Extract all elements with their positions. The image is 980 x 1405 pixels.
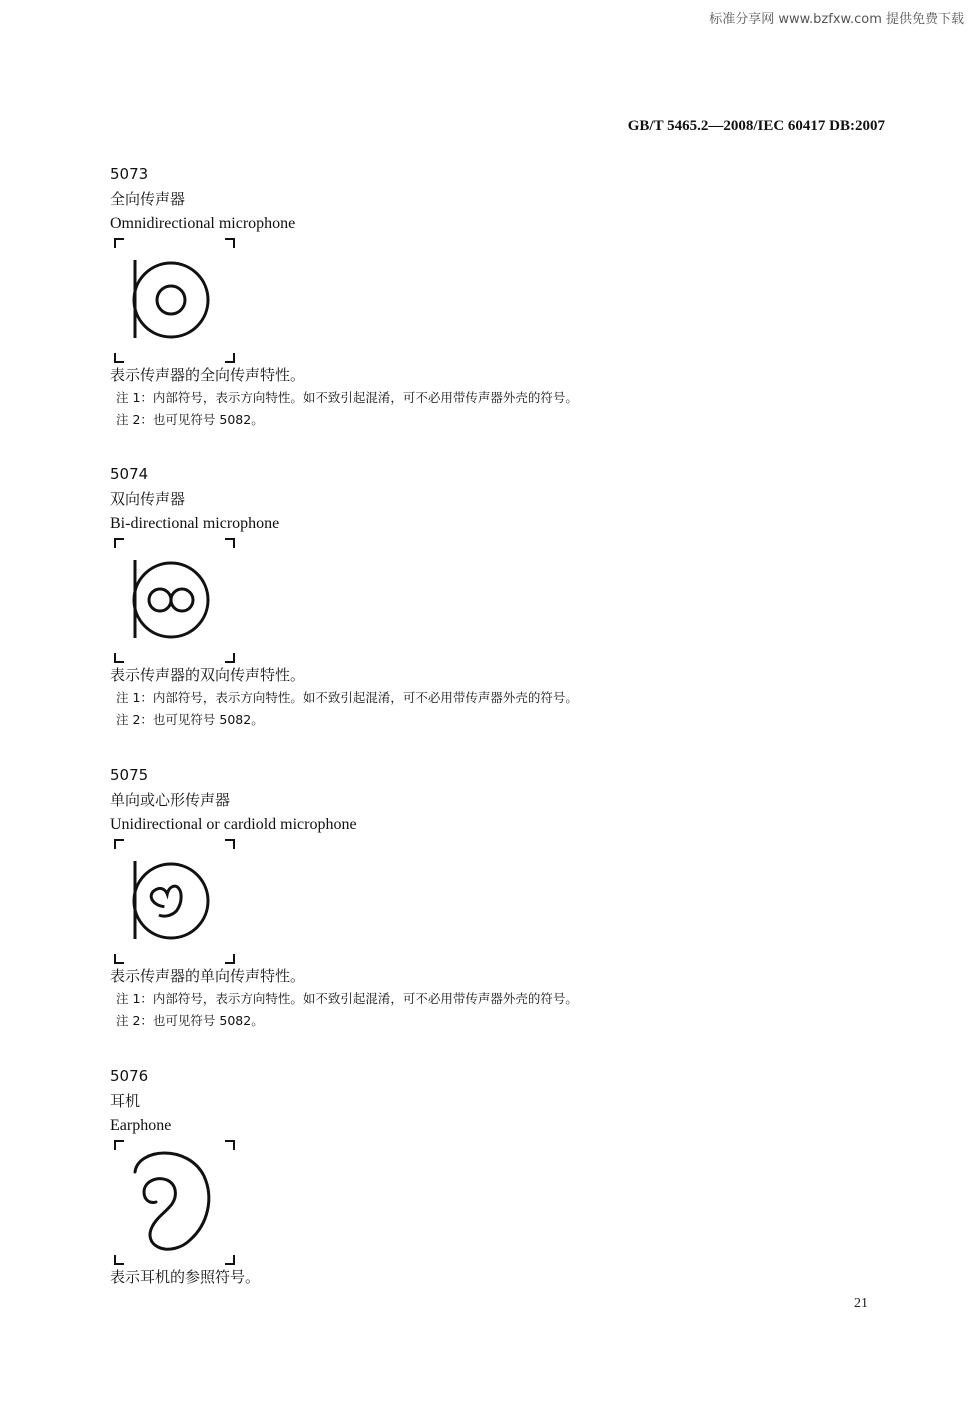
symbol-frame bbox=[110, 238, 235, 363]
entry-5076 bbox=[110, 1064, 810, 1289]
symbol-frame bbox=[110, 538, 235, 663]
symbol-title-zh: 单向或心形传声器 bbox=[110, 791, 231, 809]
entry-5075 bbox=[110, 763, 810, 1032]
note-1: 注 1：内部符号，表示方向特性。如不致引起混淆，可不必用带传声器外壳的符号。 bbox=[116, 390, 578, 405]
entry-5073 bbox=[110, 162, 810, 431]
cardioid-microphone-icon bbox=[110, 839, 235, 964]
symbol-title-en: Omnidirectional microphone bbox=[110, 215, 296, 232]
symbol-code: 5073 bbox=[110, 165, 149, 183]
omnidirectional-microphone-icon bbox=[110, 238, 235, 363]
symbol-description: 表示传声器的全向传声特性。 bbox=[110, 366, 306, 384]
entry-5074 bbox=[110, 462, 810, 731]
note-2: 注 2：也可见符号 5082。 bbox=[116, 712, 264, 727]
symbol-description: 表示耳机的参照符号。 bbox=[110, 1268, 261, 1286]
symbol-frame bbox=[110, 1140, 235, 1265]
symbol-description: 表示传声器的单向传声特性。 bbox=[110, 967, 306, 985]
standard-header: GB/T 5465.2—2008/IEC 60417 DB:2007 bbox=[627, 118, 885, 134]
page-number: 21 bbox=[854, 1296, 868, 1311]
symbol-title-zh: 全向传声器 bbox=[110, 190, 186, 208]
watermark: 标准分享网 www.bzfxw.com 提供免费下载 bbox=[709, 12, 964, 27]
symbol-title-en: Earphone bbox=[110, 1117, 172, 1134]
symbol-code: 5074 bbox=[110, 465, 149, 483]
symbol-code: 5075 bbox=[110, 766, 149, 784]
note-1: 注 1：内部符号，表示方向特性。如不致引起混淆，可不必用带传声器外壳的符号。 bbox=[116, 991, 578, 1006]
symbol-title-en: Bi-directional microphone bbox=[110, 515, 280, 532]
symbol-title-zh: 双向传声器 bbox=[110, 490, 186, 508]
symbol-title-zh: 耳机 bbox=[110, 1092, 141, 1110]
note-2: 注 2：也可见符号 5082。 bbox=[116, 412, 264, 427]
bidirectional-microphone-icon bbox=[110, 538, 235, 663]
symbol-title-en: Unidirectional or cardiold microphone bbox=[110, 816, 357, 833]
earphone-icon bbox=[110, 1140, 235, 1265]
symbol-code: 5076 bbox=[110, 1067, 149, 1085]
symbol-frame bbox=[110, 839, 235, 964]
symbol-description: 表示传声器的双向传声特性。 bbox=[110, 666, 306, 684]
note-1: 注 1：内部符号，表示方向特性。如不致引起混淆，可不必用带传声器外壳的符号。 bbox=[116, 690, 578, 705]
note-2: 注 2：也可见符号 5082。 bbox=[116, 1013, 264, 1028]
